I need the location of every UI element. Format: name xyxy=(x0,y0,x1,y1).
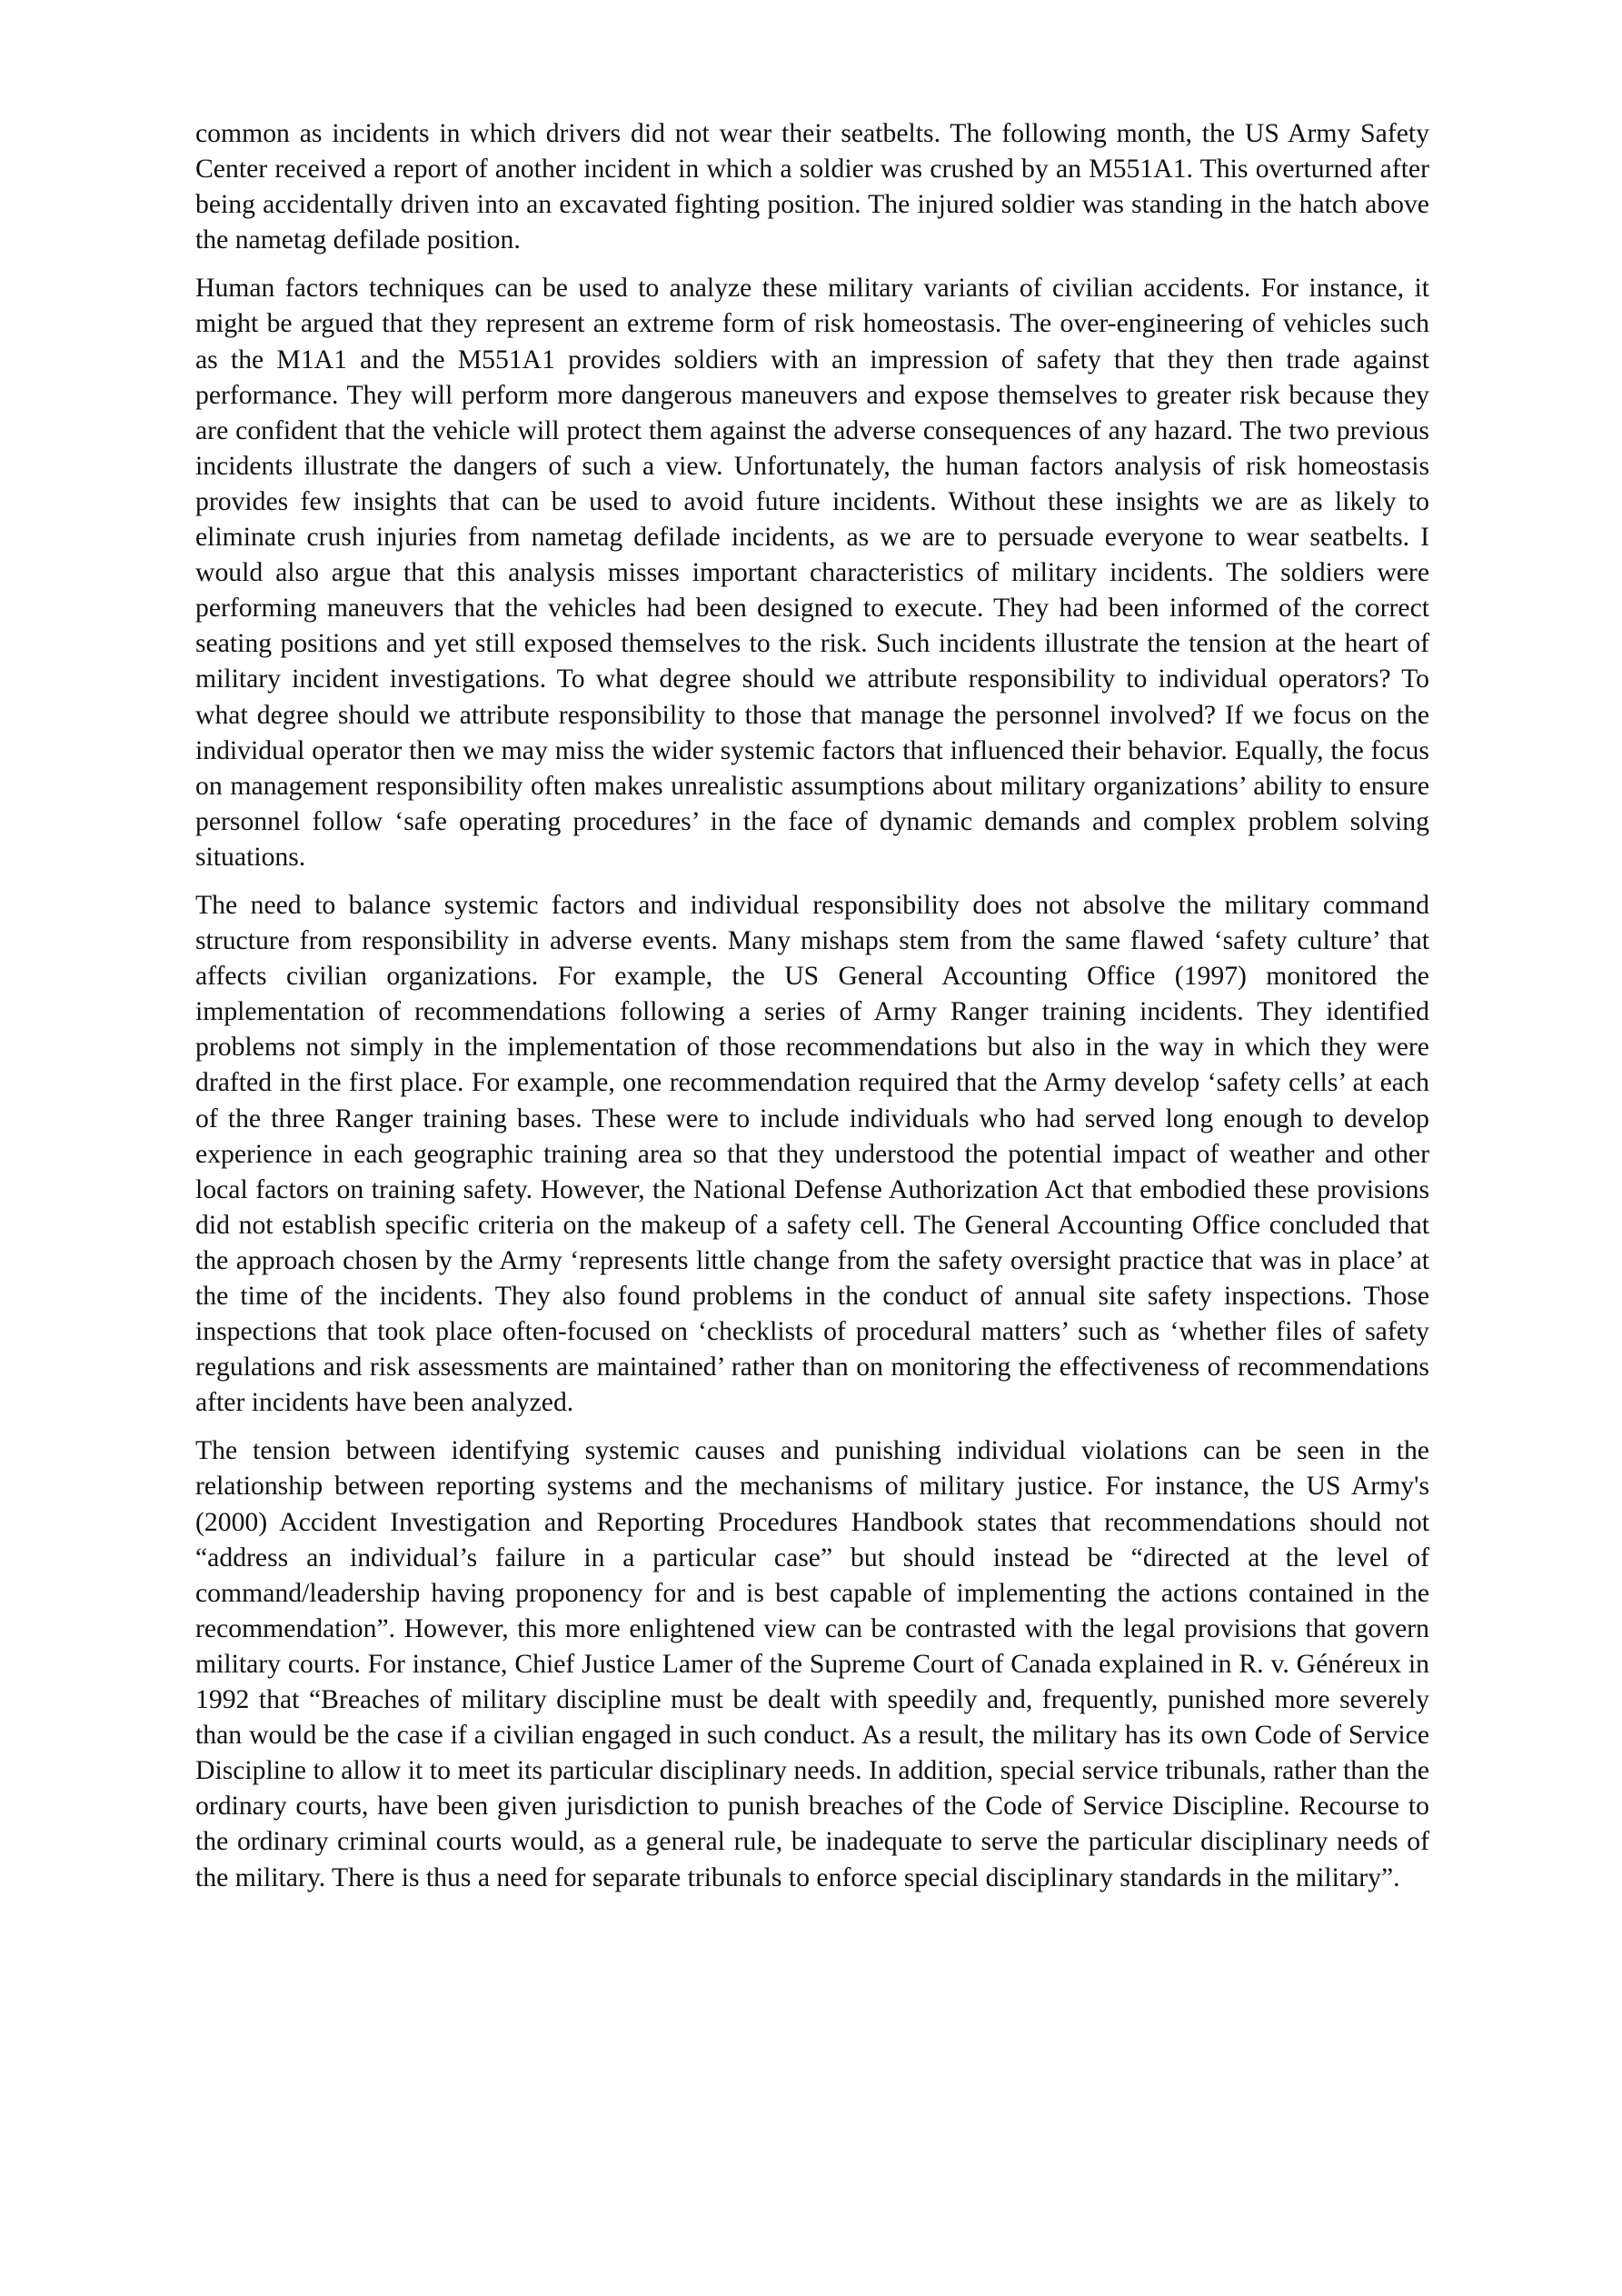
body-paragraph-2: Human factors techniques can be used to analyze these military variants of civilian accidents. For instance, it might be argued that they represent an extreme form of risk homeostasis. The over-engineering of vehicles such as the M1A1 and the M551A1 provides soldiers with an impression of safety that they then trade against performance. They will perform more dangerous maneuvers and expose themselves to greater risk because they are confident that the vehicle will protect them against the adverse consequences of any hazard. The two previous incidents illustrate the dangers of such a view. Unfortunately, the human factors analysis of risk homeostasis provides few insights that can be used to avoid future incidents. Without these insights we are as likely to eliminate crush injuries from nametag defilade incidents, as we are to persuade everyone to wear seatbelts. I would also argue that this analysis misses important characteristics of military incidents. The soldiers were performing maneuvers that the vehicles had been designed to execute. They had been informed of the correct seating positions and yet still exposed themselves to the risk. Such incidents illustrate the tension at the heart of military incident investigations. To what degree should we attribute responsibility to individual operators? To what degree should we attribute responsibility to those that manage the personnel involved? If we focus on the individual operator then we may miss the wider systemic factors that influenced their behavior. Equally, the focus on management responsibility often makes unrealistic assumptions about military organizations’ ability to ensure personnel follow ‘safe operating procedures’ in the face of dynamic demands and complex problem solving situations. xyxy=(195,274,1429,872)
body-paragraph-1: common as incidents in which drivers did not wear their seatbelts. The following month, the US Army Safety Center received a report of another incident in which a soldier was crushed by an M551A1. This overturned after being accidentally driven into an excavated fighting position. The injured soldier was standing in the hatch above the nametag defilade position. xyxy=(195,119,1429,255)
body-paragraph-3: The need to balance systemic factors and individual responsibility does not absolve the military command structure from responsibility in adverse events. Many mishaps stem from the same flawed ‘safety culture’ that affects civilian organizations. For example, the US General Accounting Office (1997) monitored the implementation of recommendations following a series of Army Ranger training incidents. They identified problems not simply in the implementation of those recommendations but also in the way in which they were drafted in the first place. For example, one recommendation required that the Army develop ‘safety cells’ at each of the three Ranger training bases. These were to include individuals who had served long enough to develop experience in each geographic training area so that they understood the potential impact of weather and other local factors on training safety. However, the National Defense Authorization Act that embodied these provisions did not establish specific criteria on the makeup of a safety cell. The General Accounting Office concluded that the approach chosen by the Army ‘represents little change from the safety oversight practice that was in place’ at the time of the incidents. They also found problems in the conduct of annual site safety inspections. Those inspections that took place often-focused on ‘checklists of procedural matters’ such as ‘whether files of safety regulations and risk assessments are maintained’ rather than on monitoring the effectiveness of recommendations after incidents have been analyzed. xyxy=(195,890,1429,1418)
document-page xyxy=(195,116,1429,1909)
body-paragraph-4: The tension between identifying systemic causes and punishing individual violations can be seen in the relationship between reporting systems and the mechanisms of military justice. For instance, the US Army's (2000) Accident Investigation and Reporting Procedures Handbook states that recommendations should not “address an individual’s failure in a particular case” but should instead be “directed at the level of command/leadership having proponency for and is best capable of implementing the actions contained in the recommendation”. However, this more enlightened view can be contrasted with the legal provisions that govern military courts. For instance, Chief Justice Lamer of the Supreme Court of Canada explained in R. v. Généreux in 1992 that “Breaches of military discipline must be dealt with speedily and, frequently, punished more severely than would be the case if a civilian engaged in such conduct. As a result, the military has its own Code of Service Discipline to allow it to meet its particular disciplinary needs. In addition, special service tribunals, rather than the ordinary courts, have been given jurisdiction to punish breaches of the Code of Service Discipline. Recourse to the ordinary criminal courts would, as a general rule, be inadequate to serve the particular disciplinary needs of the military. There is thus a need for separate tribunals to enforce special disciplinary standards in the military”. xyxy=(195,1436,1429,1892)
